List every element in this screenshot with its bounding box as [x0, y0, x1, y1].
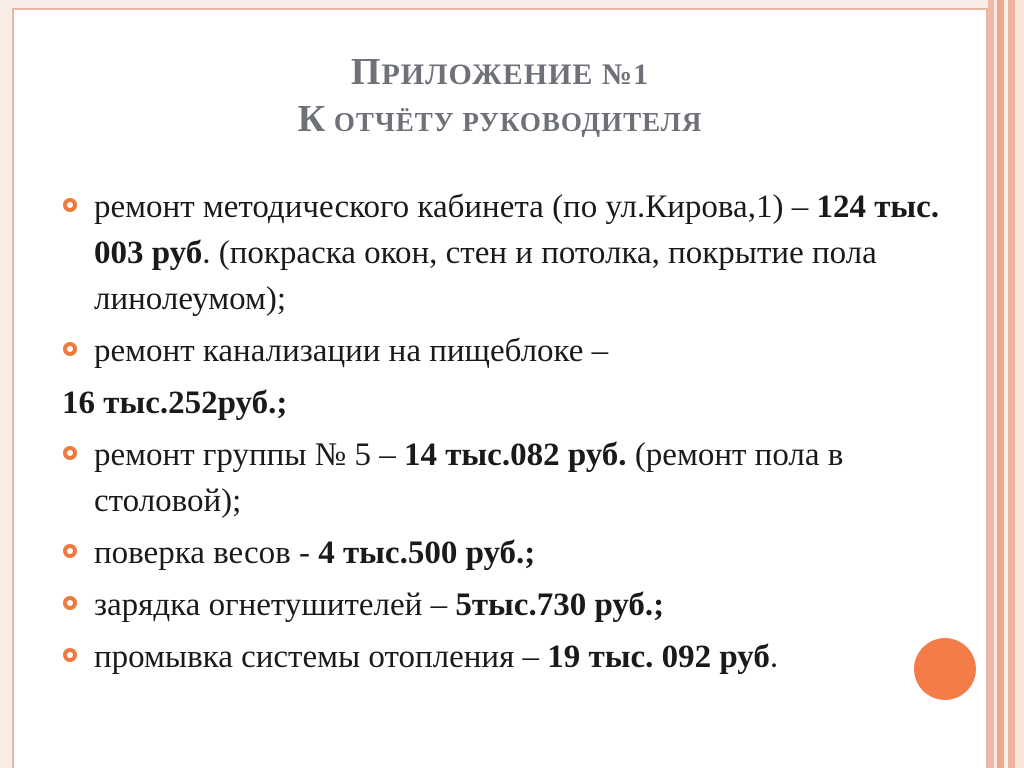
decor-stripe [1015, 0, 1024, 768]
bullet-icon [63, 198, 77, 212]
list-item: поверка весов - 4 тыс.500 руб.; [62, 530, 992, 576]
list-item: промывка системы отопления – 19 тыс. 092 руб. [62, 634, 992, 680]
bullet-icon [63, 446, 77, 460]
decor-circle [914, 638, 976, 700]
list-item: ремонт группы № 5 – 14 тыс.082 руб. (ремонт пола в столовой); [62, 432, 992, 524]
bullet-list [62, 184, 992, 686]
list-item: зарядка огнетушителей – 5тыс.730 руб.; [62, 582, 992, 628]
bullet-icon [63, 596, 77, 610]
bullet-icon [63, 648, 77, 662]
title-line-2: К ОТЧЁТУ РУКОВОДИТЕЛЯ [297, 98, 703, 140]
list-continuation: 16 тыс.252руб.; [62, 385, 288, 421]
slide-title [60, 50, 940, 144]
list-item: ремонт методического кабинета (по ул.Кирова,1) – 124 тыс. 003 руб. (покраска окон, стен и потолка, покрытие пола линолеумом); [62, 184, 992, 322]
bullet-icon [63, 342, 77, 356]
bullet-icon [63, 544, 77, 558]
list-item: ремонт канализации на пищеблоке – [62, 328, 992, 374]
title-line-1: ПРИЛОЖЕНИЕ №1 [350, 51, 650, 93]
decor-stripe [1008, 0, 1015, 768]
decor-stripe [997, 0, 1004, 768]
